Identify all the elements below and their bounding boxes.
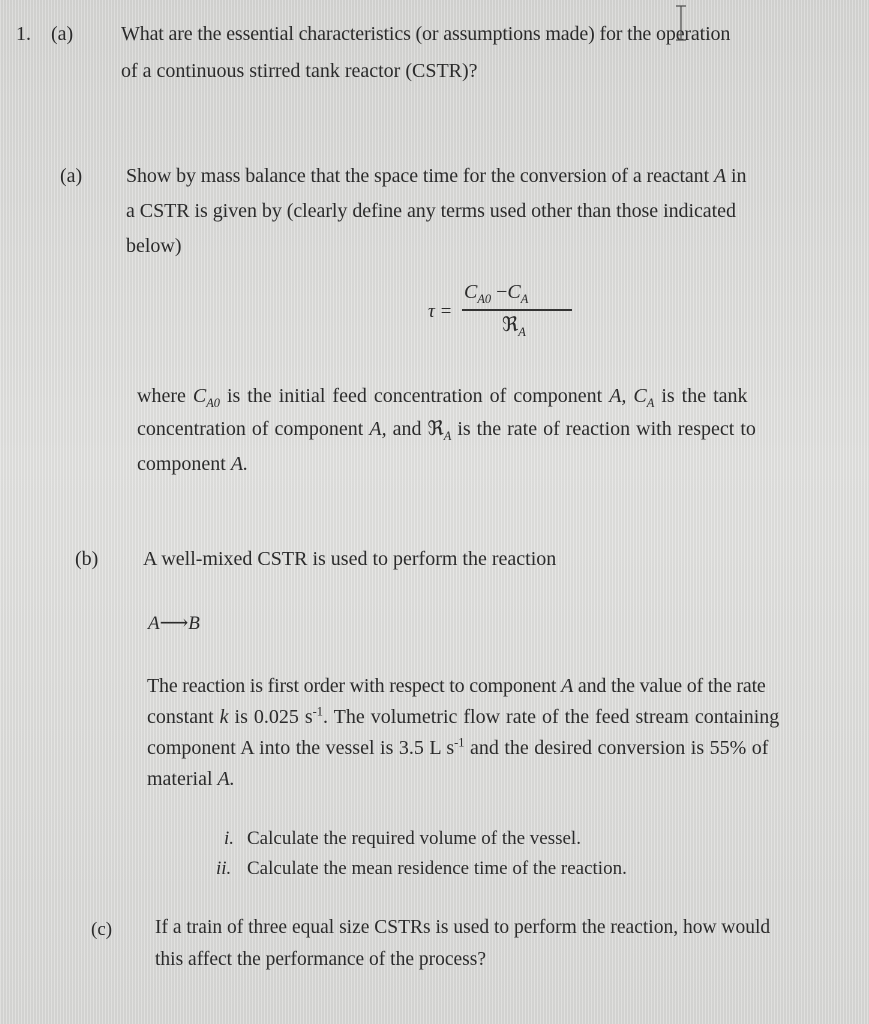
part-b-label: (b) [75, 548, 99, 570]
fraction-bar [462, 309, 572, 311]
part-a2-line-1: Show by mass balance that the space time for the conversion of a reactant A in [126, 165, 747, 187]
where-line-1: where $C_{A0}$ is the initial feed concentration of component A, $C_A$ is the tank [137, 385, 748, 410]
part-b-intro: A well-mixed CSTR is used to perform the reaction [143, 548, 557, 570]
part-c-line-1: If a train of three equal size CSTRs is used to perform the reaction, how would [155, 917, 771, 938]
part-b-para-line-4: material A. [147, 768, 235, 790]
part-a2-line-2: a CSTR is given by (clearly define any terms used other than those indicated [126, 200, 736, 222]
sub-item-marker-1: i. [224, 828, 235, 849]
sub-item-marker-2: ii. [216, 858, 232, 879]
space-time-equation [428, 282, 578, 352]
part-a2-label: (a) [60, 165, 83, 187]
part-b-para-line-1: The reaction is first order with respect to component A and the value of the rate [147, 675, 766, 697]
part-a-text-line-1: What are the essential characteristics (or assumptions made) for the operation [121, 23, 731, 45]
where-line-2: concentration of component A, and ℜ$_A$ is the rate of reaction with respect to [137, 418, 756, 443]
where-line-3: component A. [137, 453, 249, 475]
text-cursor-icon [673, 4, 689, 44]
reaction-equation: A⟶B [148, 612, 200, 634]
part-a-label: (a) [51, 23, 74, 45]
question-number: 1. [16, 23, 31, 45]
part-a-text-line-2: of a continuous stirred tank reactor (CSTR)? [121, 60, 478, 82]
sub-item-text-2: Calculate the mean residence time of the reaction. [247, 858, 627, 879]
equation-denominator: ℜ$_A$ [502, 314, 526, 339]
part-a2-line-3: below) [126, 235, 182, 257]
part-c-label: (c) [91, 919, 113, 940]
equation-lhs: τ = [428, 301, 453, 322]
sub-item-text-1: Calculate the required volume of the vessel. [247, 828, 581, 849]
part-c-line-2: this affect the performance of the process? [155, 949, 486, 970]
part-b-para-line-2: constant k is 0.025 $s^{-1}$. The volumetric flow rate of the feed stream containing [147, 704, 780, 728]
part-b-para-line-3: component A into the vessel is 3.5 L $s^{-1}$ and the desired conversion is 55% of [147, 735, 769, 759]
equation-numerator: $C_{A0} -C_A$ [464, 281, 529, 306]
